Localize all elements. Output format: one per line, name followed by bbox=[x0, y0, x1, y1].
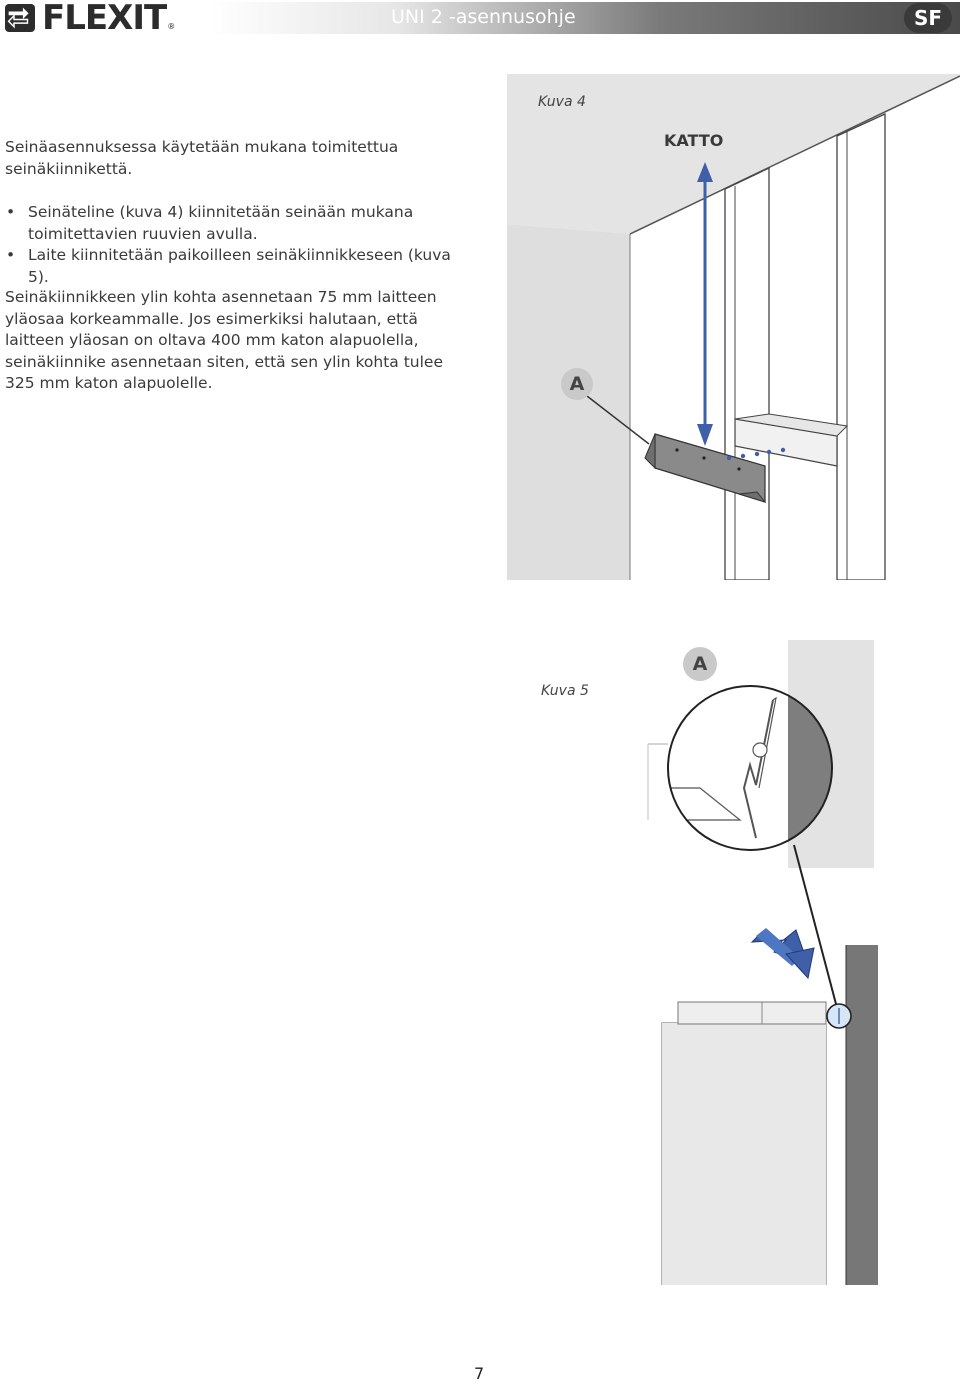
list-item bbox=[5, 202, 475, 245]
instruction-list bbox=[5, 202, 475, 288]
list-item-text: Seinäteline (kuva 4) kiinnitetään seinään mukana toimitettavien ruuvien avulla. bbox=[28, 203, 414, 243]
language-badge: SF bbox=[904, 3, 952, 33]
header-gradient-bar bbox=[210, 2, 960, 34]
flexit-logo bbox=[4, 0, 176, 38]
callout-a-badge: A bbox=[683, 647, 717, 681]
mounting-height-paragraph: Seinäkiinnikkeen ylin kohta asennetaan 75 mm laitteen yläosaa korkeammalle. Jos esimerkiksi halutaan, että laitteen yläosan on oltava 400 mm katon alapuolella, seinäkiinnike asennetaan siten, että sen ylin kohta tulee 325 mm katon alapuolelle. bbox=[5, 288, 443, 392]
callout-a-badge: A bbox=[561, 368, 593, 400]
page-header bbox=[0, 0, 960, 36]
figure-5-caption: Kuva 5 bbox=[541, 683, 589, 699]
bullet-icon: • bbox=[6, 246, 16, 264]
document-title: UNI 2 -asennusohje bbox=[391, 6, 576, 28]
ceiling-label: KATTO bbox=[664, 131, 724, 150]
registered-mark: ® bbox=[167, 22, 176, 31]
figure-5-illustration bbox=[530, 640, 890, 1285]
list-item-text: Laite kiinnitetään paikoilleen seinäkiinnikkeseen (kuva 5). bbox=[28, 246, 451, 286]
figure-4-illustration bbox=[507, 74, 960, 580]
list-item bbox=[5, 245, 475, 288]
page-number: 7 bbox=[474, 1364, 485, 1383]
figure-4-caption: Kuva 4 bbox=[538, 94, 586, 110]
exchange-arrows-icon bbox=[4, 3, 36, 33]
brand-name: FLEXIT bbox=[42, 0, 167, 38]
intro-text: Seinäasennuksessa käytetään mukana toimitettua seinäkiinnikettä. bbox=[5, 138, 399, 178]
bullet-icon: • bbox=[6, 203, 16, 221]
